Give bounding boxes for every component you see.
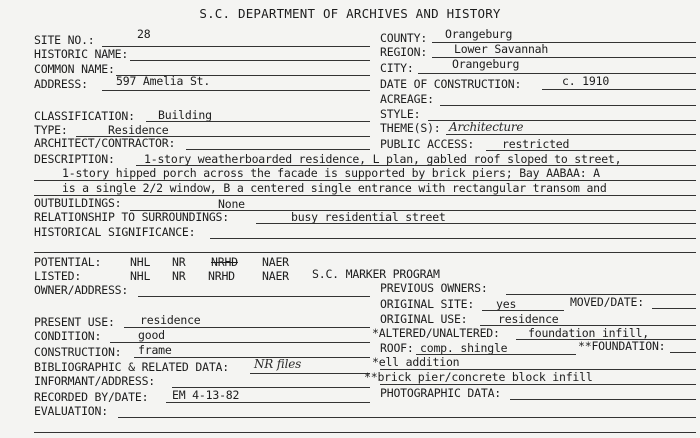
- previous-owners-label: PREVIOUS OWNERS:: [380, 281, 488, 295]
- acreage-label: ACREAGE:: [380, 92, 434, 106]
- evaluation-line: [118, 417, 696, 418]
- roof-value: comp. shingle: [420, 341, 508, 355]
- listed-naer: NAER: [262, 269, 289, 283]
- potential-label: POTENTIAL:: [34, 255, 102, 269]
- historic-name-label: HISTORIC NAME:: [34, 47, 129, 61]
- classification-label: CLASSIFICATION:: [34, 109, 135, 123]
- relationship-label: RELATIONSHIP TO SURROUNDINGS:: [34, 210, 229, 224]
- original-use-value: residence: [498, 312, 559, 326]
- altered-note-ell: *ell addition: [372, 355, 460, 369]
- altered-note-foundation: **brick pier/concrete block infill: [364, 370, 593, 384]
- bibliographic-line: [250, 373, 370, 374]
- historic-name-line: [130, 60, 370, 61]
- bibliographic-value: NR files: [254, 357, 302, 371]
- description-label: DESCRIPTION:: [34, 152, 115, 166]
- city-value: Orangeburg: [452, 57, 520, 71]
- city-line: [418, 73, 696, 74]
- photographic-data-line: [510, 399, 696, 400]
- foundation-line: [670, 352, 696, 353]
- type-label: TYPE:: [34, 123, 68, 137]
- original-site-line: [482, 310, 564, 311]
- city-label: CITY:: [380, 61, 414, 75]
- informant-label: INFORMANT/ADDRESS:: [34, 374, 156, 388]
- historical-significance-label: HISTORICAL SIGNIFICANCE:: [34, 225, 196, 239]
- roof-label: ROOF:: [380, 341, 414, 355]
- marker-program-label: S.C. MARKER PROGRAM: [312, 267, 440, 281]
- region-value: Lower Savannah: [454, 42, 549, 56]
- public-access-label: PUBLIC ACCESS:: [380, 137, 475, 151]
- type-value: Residence: [108, 123, 169, 137]
- moved-date-label: MOVED/DATE:: [570, 295, 644, 309]
- theme-line: [446, 134, 696, 135]
- site-no-line: [102, 46, 370, 47]
- description-line-3: is a single 2/2 window, B a centered single entrance with rectangular transom and: [62, 181, 607, 195]
- original-site-label: ORIGINAL SITE:: [380, 297, 475, 311]
- style-label: STYLE:: [380, 107, 421, 121]
- address-label: ADDRESS:: [34, 77, 88, 91]
- acreage-line: [440, 105, 696, 106]
- description-line-1: 1-story weatherboarded residence, L plan, gabled roof sloped to street,: [144, 152, 622, 166]
- photographic-data-label: PHOTOGRAPHIC DATA:: [380, 386, 502, 400]
- architect-line: [186, 149, 370, 150]
- altered-value: foundation infill,: [528, 326, 650, 340]
- listed-nr: NR: [172, 269, 186, 283]
- foundation-label: **FOUNDATION:: [578, 339, 666, 353]
- public-access-line: [486, 150, 696, 151]
- condition-value: good: [138, 328, 165, 342]
- potential-nr: NR: [172, 255, 186, 269]
- potential-naer: NAER: [262, 255, 289, 269]
- common-name-label: COMMON NAME:: [34, 62, 115, 76]
- relationship-value: busy residential street: [291, 210, 446, 224]
- region-label: REGION:: [380, 45, 428, 59]
- date-of-construction-line: [542, 89, 696, 90]
- listed-nhl: NHL: [130, 269, 151, 283]
- classification-value: Building: [158, 108, 212, 122]
- theme-label: THEME(S):: [380, 121, 441, 135]
- county-value: Orangeburg: [445, 27, 513, 41]
- present-use-label: PRESENT USE:: [34, 315, 115, 329]
- listed-nrhd: NRHD: [208, 269, 235, 283]
- architect-label: ARCHITECT/CONTRACTOR:: [34, 136, 176, 150]
- recorded-by-label: RECORDED BY/DATE:: [34, 390, 149, 404]
- date-of-construction-value: c. 1910: [562, 74, 610, 88]
- owner-address-label: OWNER/ADDRESS:: [34, 283, 129, 297]
- section-divider: [34, 252, 696, 253]
- public-access-value: restricted: [502, 137, 570, 151]
- address-value: 597 Amelia St.: [116, 74, 211, 88]
- description-line-2: 1-story hipped porch across the facade is supported by brick piers; Bay AABAA: A: [62, 166, 600, 180]
- original-site-value: yes: [496, 297, 517, 311]
- date-of-construction-label: DATE OF CONSTRUCTION:: [380, 77, 522, 91]
- county-label: COUNTY:: [380, 31, 428, 45]
- evaluation-line-2: [34, 432, 696, 433]
- theme-value: Architecture: [449, 120, 524, 134]
- potential-nhl: NHL: [130, 255, 151, 269]
- evaluation-label: EVALUATION:: [34, 404, 108, 418]
- form-title: S.C. DEPARTMENT OF ARCHIVES AND HISTORY: [199, 6, 501, 21]
- site-no-value: 28: [137, 27, 151, 41]
- address-line: [102, 90, 370, 91]
- recorded-by-line: [166, 402, 370, 403]
- relationship-line: [256, 223, 696, 224]
- outbuildings-label: OUTBUILDINGS:: [34, 196, 122, 210]
- recorded-by-value: EM 4-13-82: [172, 388, 240, 402]
- construction-value: frame: [138, 343, 172, 357]
- altered-label: *ALTERED/UNALTERED:: [372, 326, 500, 340]
- moved-date-line: [652, 308, 696, 309]
- owner-address-line: [138, 296, 370, 297]
- present-use-value: residence: [140, 313, 201, 327]
- listed-label: LISTED:: [34, 269, 82, 283]
- classification-line: [146, 121, 370, 122]
- outbuildings-value: None: [218, 197, 245, 211]
- site-no-label: SITE NO.:: [34, 33, 95, 47]
- historical-significance-line: [210, 238, 696, 239]
- construction-line: [134, 357, 370, 358]
- construction-label: CONSTRUCTION:: [34, 345, 122, 359]
- condition-label: CONDITION:: [34, 329, 102, 343]
- altered-note-line-2: [380, 384, 696, 385]
- bibliographic-label: BIBLIOGRAPHIC & RELATED DATA:: [34, 360, 229, 374]
- description-underline-3: [34, 195, 696, 196]
- original-use-label: ORIGINAL USE:: [380, 312, 468, 326]
- potential-nrhd: NRHD: [211, 255, 238, 269]
